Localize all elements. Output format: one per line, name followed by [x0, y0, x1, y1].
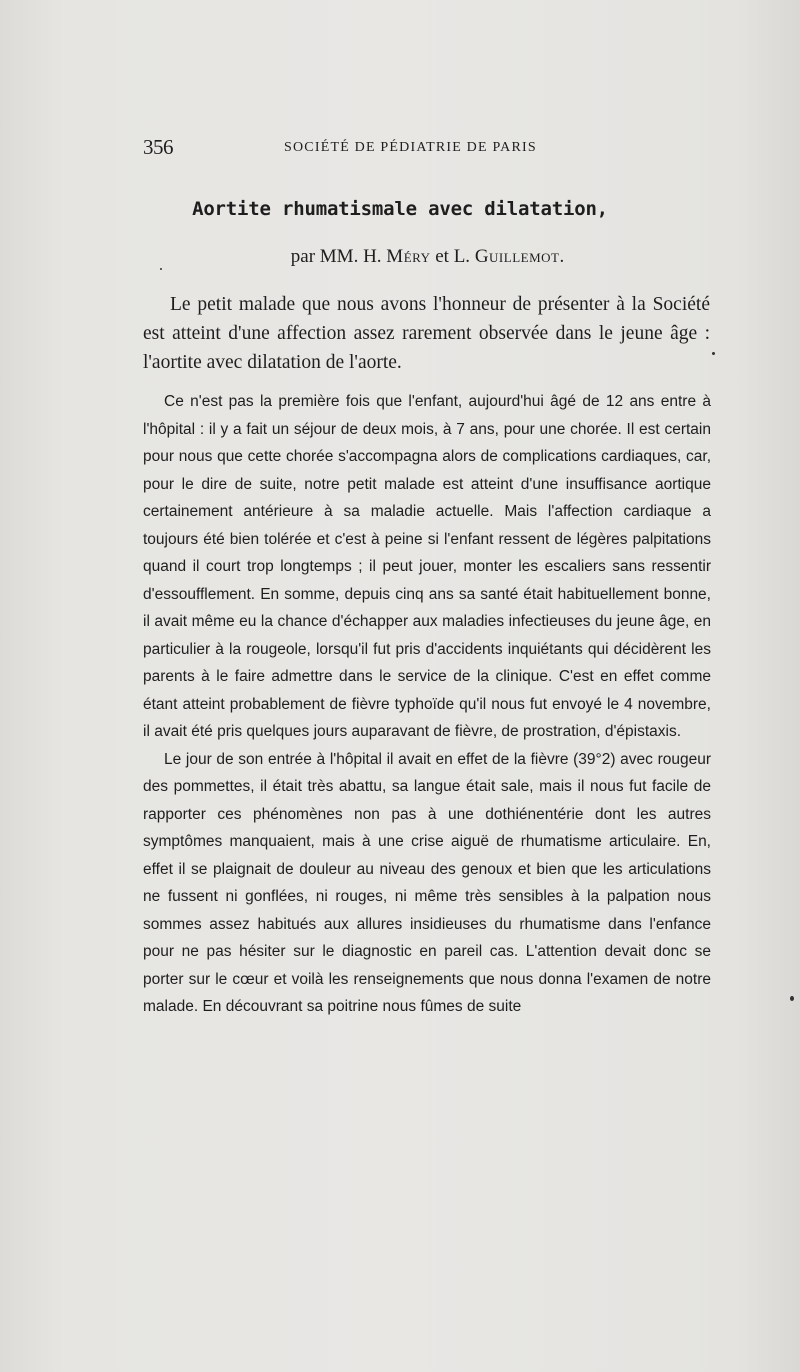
- byline-middle: et L.: [435, 246, 471, 267]
- body-text: [143, 388, 711, 1021]
- running-head: [143, 135, 713, 159]
- scan-speck: [790, 996, 794, 1001]
- paragraph-history: Ce n'est pas la première fois que l'enfant, aujourd'hui âgé de 12 ans entre à l'hôpital : il y a fait un séjour de deux mois, à 7 ans, pour une chorée. Il est certain pour nous que cette chorée s'accompagna alors de complications cardiaques, car, pour le dire de suite, notre petit malade est atteint d'une insuffisance aortique certainement antérieure à sa maladie actuelle. Mais l'affection cardiaque a toujours été bien tolérée et c'est à peine si l'enfant ressent de légères palpitations quand il court trop longtemps ; il peut jouer, monter les escaliers sans ressentir d'essoufflement. En somme, depuis cinq ans sa santé était habituellement bonne, il avait même eu la chance d'échapper aux maladies infectieuses du jeune âge, en particulier à la rougeole, lorsqu'il fut pris d'accidents inquiétants qui décidèrent les parents à le faire admettre dans le service de la clinique. C'est en effet comme étant atteint probablement de fièvre typhoïde qu'il nous fut envoyé le 4 novembre, il avait été pris quelques jours auparavant de fièvre, de prostration, d'épistaxis.: [143, 393, 711, 740]
- author-guillemot: Guillemot: [474, 246, 560, 267]
- byline-prefix: par MM. H.: [290, 246, 382, 267]
- byline-end: .: [559, 246, 565, 267]
- intro-paragraph: Le petit malade que nous avons l'honneur de présenter à la Société est atteint d'une affection assez rarement observée dans le jeune âge : l'aortite avec dilatation de l'aorte.: [143, 294, 710, 373]
- page-number: 356: [143, 135, 173, 159]
- article-title: Aortite rhumatismale avec dilatation,: [192, 198, 608, 220]
- paragraph-admission: Le jour de son entrée à l'hôpital il avait en effet de la fièvre (39°2) avec rougeur des pommettes, il était très abattu, sa langue était sale, mais il nous fut facile de rapporter ces phénomènes non pas à une dothiénentérie dont les autres symptômes manquaient, mais à une crise aiguë de rhumatisme articulaire. En, effet il se plaignait de douleur au niveau des genoux et bien que les articulations ne fussent ni gonflées, ni rouges, ni même très sensibles à la palpation nous sommes assez habitués aux allures insidieuses du rhumatisme dans l'enfance pour ne pas hésiter sur le diagnostic en pareil cas. L'attention devait donc se porter sur le cœur et voilà les renseignements que nous donna l'examen de notre malade. En découvrant sa poitrine nous fûmes de suite: [143, 750, 711, 1015]
- scan-speck: [160, 268, 162, 270]
- byline: [0, 246, 800, 268]
- journal-title: SOCIÉTÉ DE PÉDIATRIE DE PARIS: [284, 140, 537, 155]
- scan-speck: [712, 352, 715, 355]
- author-mery: Méry: [386, 246, 431, 267]
